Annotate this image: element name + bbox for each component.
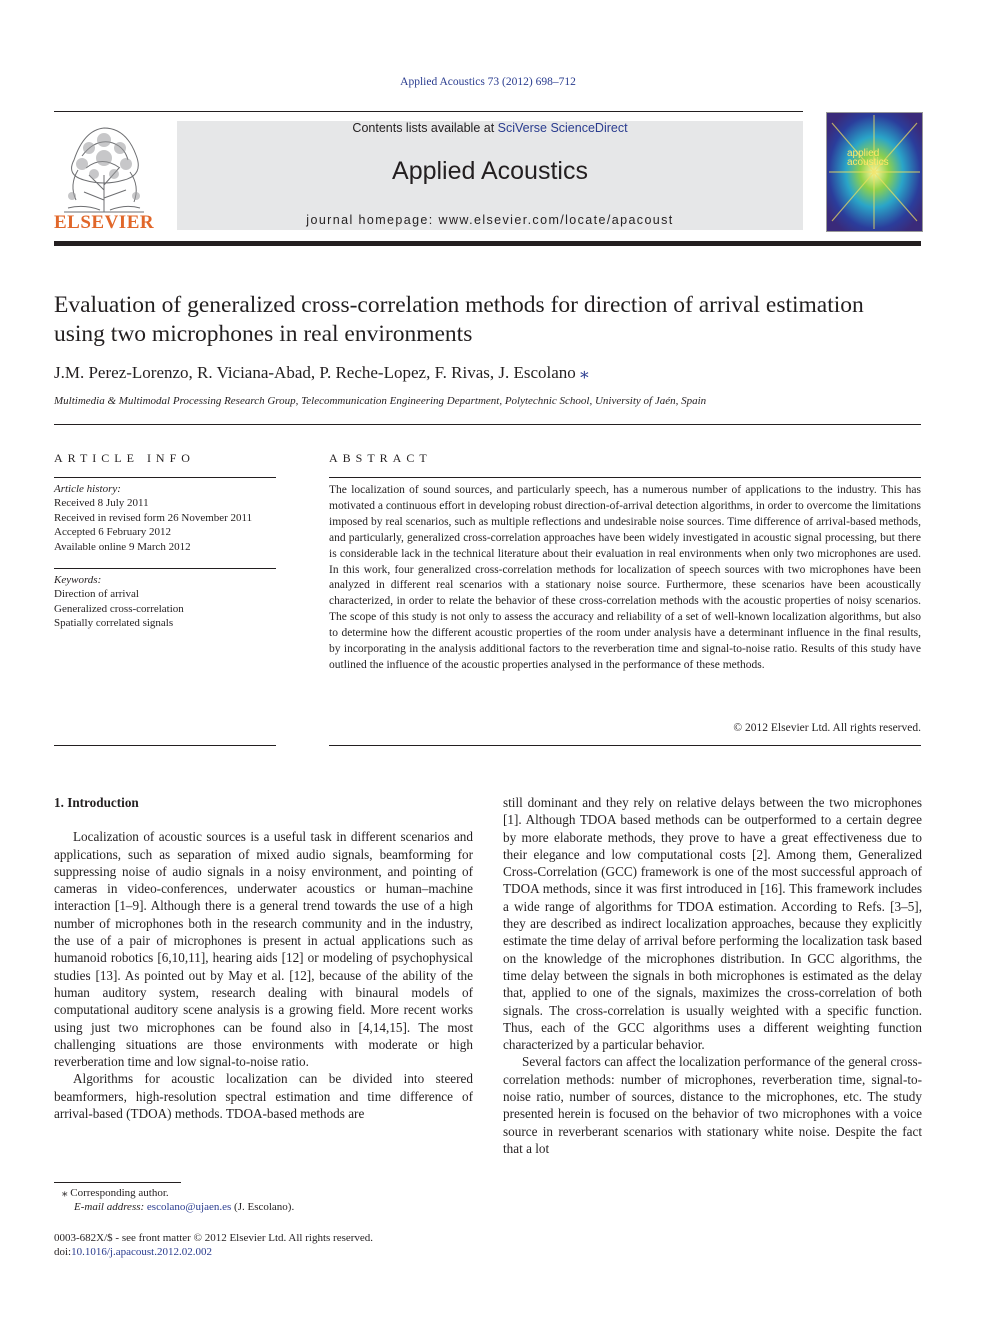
corresponding-author-mark[interactable]: ⁎ [580, 363, 589, 382]
article-history [54, 482, 276, 554]
body-paragraph: Several factors can affect the localization performance of the general cross-correlation methods: number of microphones, reverberation time, signal-to-noise ratio, number of sources, distance to the microphones, etc. The study presented herein is focused on the behavior of two microphones with a voice source in reverberant scenarios with stationary white noise. Despite the fact that a lot [503, 1054, 922, 1156]
article-info-heading: ARTICLE INFO [54, 451, 195, 465]
article-history-label: Article history: [54, 483, 121, 495]
body-paragraph: Algorithms for acoustic localization can be divided into steered beamformers, high-resolution spectral estimation and time difference of arrival-based (TDOA) methods. TDOA-based methods are [54, 1071, 473, 1122]
article-info-bottom-rule [54, 745, 276, 746]
issn-line: 0003-682X/$ - see front matter © 2012 Elsevier Ltd. All rights reserved. [54, 1232, 374, 1244]
cover-title-line-1: applied [847, 148, 880, 159]
article-info-rule [54, 477, 276, 478]
section-heading-introduction: 1. Introduction [54, 795, 139, 810]
abstract-text: The localization of sound sources, and particularly speech, has a numerous number of applications to the industry. This has motivated a continuous effort in developing robust direction-of-arrival detection algorithms, in order to overcome the limitations imposed by real scenarios, such as multiple reflections and undesirable noise sources. Time difference of arrival-based methods, and particularly, generalized cross-correlation approaches have been widely investigated in acoustic signal processing, but there is considerable lack in the technical literature about their evaluation in real environments when only two microphones are used. In this work, four generalized cross-correlation methods for localization of speech sources with two microphones have been analyzed in different real scenarios with a stationary noise source. Furthermore, these scenarios have been acoustically characterized, in order to relate the behavior of these cross-correlation methods with the acoustic properties of noisy scenarios. The scope of this study is not only to assess the accuracy and reliability of a set of well-known localization algorithms, but also to determine how the different acoustic properties of the room under analysis have a determinant influence in the final results, by incorporating in the analysis additional factors to the reverberation time and signal-to-noise ratio. Results of this study have outlined the influence of the acoustic properties analysed in the performance of these methods. [329, 484, 921, 671]
history-revised: Received in revised form 26 November 2011 [54, 511, 253, 524]
history-online: Available online 9 March 2012 [54, 540, 191, 553]
header-rule [54, 111, 803, 112]
body-paragraph: still dominant and they rely on relative delays between the two microphones [1]. Although TDOA based methods can be outperformed to a certain degree by more elaborate methods, they prove to have a great effectiveness due to their elegance and low computational costs [2]. Among them, Generalized Cross-Correlation (GCC) framework is one of the most successful approach of TDOA methods, since it was first introduced in [16]. This framework includes a wide range of algorithms for TDOA estimation. According to Refs. [3–5], they are described as indirect localization approaches, because they explicitly estimate the time delay of arrival before performing the localization task based on the knowledge of the microphones distribution. In GCC algorithms, the time delay between the signals in both microphones is estimated as the delay that, applied to one of the signals, maximizes the cross-correlation of both signals. The cross-correlation is usually weighted with a specific function. Thus, each of the GCC algorithms uses a different weighting function characterized by a particular behavior. [503, 795, 922, 1053]
footnote-rule [54, 1182, 181, 1183]
elsevier-logo-text: ELSEVIER [54, 212, 155, 233]
body-left-column [54, 794, 473, 1122]
corresponding-author-note: ⁎ Corresponding author. [62, 1187, 169, 1199]
email-suffix: (J. Escolano). [231, 1201, 295, 1213]
history-received: Received 8 July 2011 [54, 497, 149, 510]
journal-masthead [177, 121, 803, 230]
author-names: J.M. Perez-Lorenzo, R. Viciana-Abad, P. Reche-Lopez, F. Rivas, J. Escolano [54, 363, 576, 382]
keywords [54, 573, 276, 631]
abstract-heading: ABSTRACT [329, 451, 432, 465]
cover-title [847, 149, 889, 167]
cover-art [827, 113, 922, 231]
doi-prefix: doi: [54, 1246, 72, 1258]
sciencedirect-link[interactable]: SciVerse ScienceDirect [497, 121, 628, 135]
keyword: Generalized cross-correlation [54, 602, 184, 615]
contents-availability [177, 121, 803, 135]
keywords-rule [54, 568, 276, 569]
author-affiliation: Multimedia & Multimodal Processing Research Group, Telecommunication Engineering Department, Polytechnic School, University of Jaén, Spain [54, 395, 707, 407]
email-label: E-mail address: [74, 1201, 147, 1213]
email-link[interactable]: escolano@ujaen.es [146, 1201, 232, 1213]
journal-cover-image [826, 112, 923, 232]
journal-title: Applied Acoustics [392, 157, 588, 185]
title-separator [54, 424, 921, 425]
body-paragraph: Localization of acoustic sources is a useful task in different scenarios and applications, such as separation of mixed audio signals, beamforming for suppressing noise of audio signals in a noisy environment, and pointing of cameras in video-conferences, underwater acoustics or human–machine interaction [1–9]. Although there is a general trend towards the use of a high number of microphones both in the research community and in the industry, the use of a pair of microphones is present in actual applications such as humanoid robotics [6,10,11], hearing aids [12] or modeling of psychophysical studies [13]. As pointed out by May et al. [12], because of the ability of the human auditory system, research dealing with binaural models of computational auditory scene analysis is a growing field. More recent works using just two microphones can be found also in [4,14,15]. The most challenging situations are those environments with moderate or high reverberation time and low signal-to-noise ratio. [54, 829, 473, 1070]
abstract-bottom-rule [329, 745, 921, 746]
journal-citation[interactable]: Applied Acoustics 73 (2012) 698–712 [400, 76, 576, 88]
history-accepted: Accepted 6 February 2012 [54, 526, 171, 539]
keyword: Direction of arrival [54, 588, 139, 601]
keyword: Spatially correlated signals [54, 617, 174, 630]
journal-homepage[interactable]: journal homepage: www.elsevier.com/locate/apacoust [306, 213, 674, 227]
body-right-column [503, 794, 922, 1157]
article-title: Evaluation of generalized cross-correlation methods for direction of arrival estimation using two microphones in real environments [54, 292, 864, 347]
contents-prefix: Contents lists available at [352, 121, 498, 135]
doi-line [54, 1245, 212, 1260]
cover-title-line-2: acoustics [847, 157, 889, 168]
email-note [74, 1200, 294, 1215]
doi-link[interactable]: 10.1016/j.apacoust.2012.02.002 [71, 1246, 212, 1258]
header-thick-rule [54, 241, 921, 246]
author-list [54, 363, 589, 383]
abstract-copyright: © 2012 Elsevier Ltd. All rights reserved. [733, 722, 921, 734]
abstract-rule [329, 477, 921, 478]
keywords-label: Keywords: [54, 574, 102, 586]
